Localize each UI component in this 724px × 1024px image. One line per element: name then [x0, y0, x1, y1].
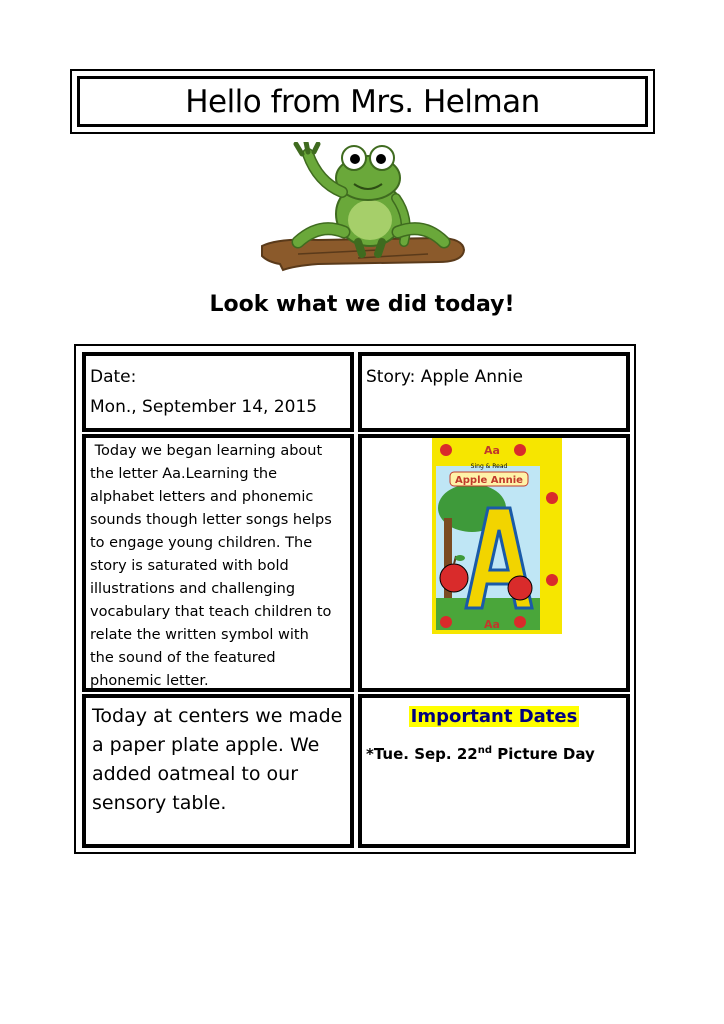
- subtitle: Look what we did today!: [209, 292, 515, 317]
- apple-annie-book-cover: [432, 438, 562, 634]
- description-line: relate the written symbol with: [90, 627, 309, 643]
- important-dates-heading: [362, 706, 626, 727]
- description-line: Today we began learning about: [90, 443, 323, 459]
- book-series: Sing & Read: [470, 463, 508, 470]
- description-line: to engage young children. The: [90, 535, 313, 551]
- date-item-ordinal: nd: [477, 745, 492, 756]
- page-title: Hello from Mrs. Helman: [185, 83, 540, 120]
- description-line: phonemic letter.: [90, 673, 209, 689]
- important-dates-title: Important Dates: [410, 706, 578, 727]
- frog-on-log-illustration: [258, 142, 468, 274]
- date-value: Mon., September 14, 2015: [90, 397, 318, 417]
- newsletter-table: [74, 344, 636, 854]
- important-date-item: [366, 745, 626, 763]
- story-title: Story: Apple Annie: [366, 367, 523, 387]
- description-text: [86, 438, 350, 693]
- book-corner-label-bottom: Aa: [484, 618, 500, 631]
- story-cell: [358, 352, 630, 432]
- date-item-prefix: *Tue. Sep. 22: [366, 745, 478, 763]
- date-cell: [82, 352, 354, 432]
- date-item-suffix: Picture Day: [492, 745, 595, 763]
- description-line: the sound of the featured: [90, 650, 276, 666]
- book-title: Apple Annie: [455, 475, 523, 486]
- important-dates-cell: [358, 694, 630, 848]
- description-line: the letter Aa.Learning the: [90, 466, 277, 482]
- description-line: story is saturated with bold: [90, 558, 289, 574]
- description-line: sounds though letter songs helps: [90, 512, 332, 528]
- description-line: illustrations and challenging: [90, 581, 296, 597]
- title-inner-border: [77, 76, 648, 127]
- description-cell: [82, 434, 354, 692]
- centers-text: Today at centers we made a paper plate apple. We added oatmeal to our sensory table.: [92, 705, 343, 814]
- date-label: Date:: [90, 367, 137, 387]
- description-line: alphabet letters and phonemic: [90, 489, 314, 505]
- book-cell: [358, 434, 630, 692]
- title-box: [70, 69, 655, 134]
- book-corner-label: Aa: [484, 444, 500, 457]
- description-line: vocabulary that teach children to: [90, 604, 332, 620]
- centers-cell: [82, 694, 354, 848]
